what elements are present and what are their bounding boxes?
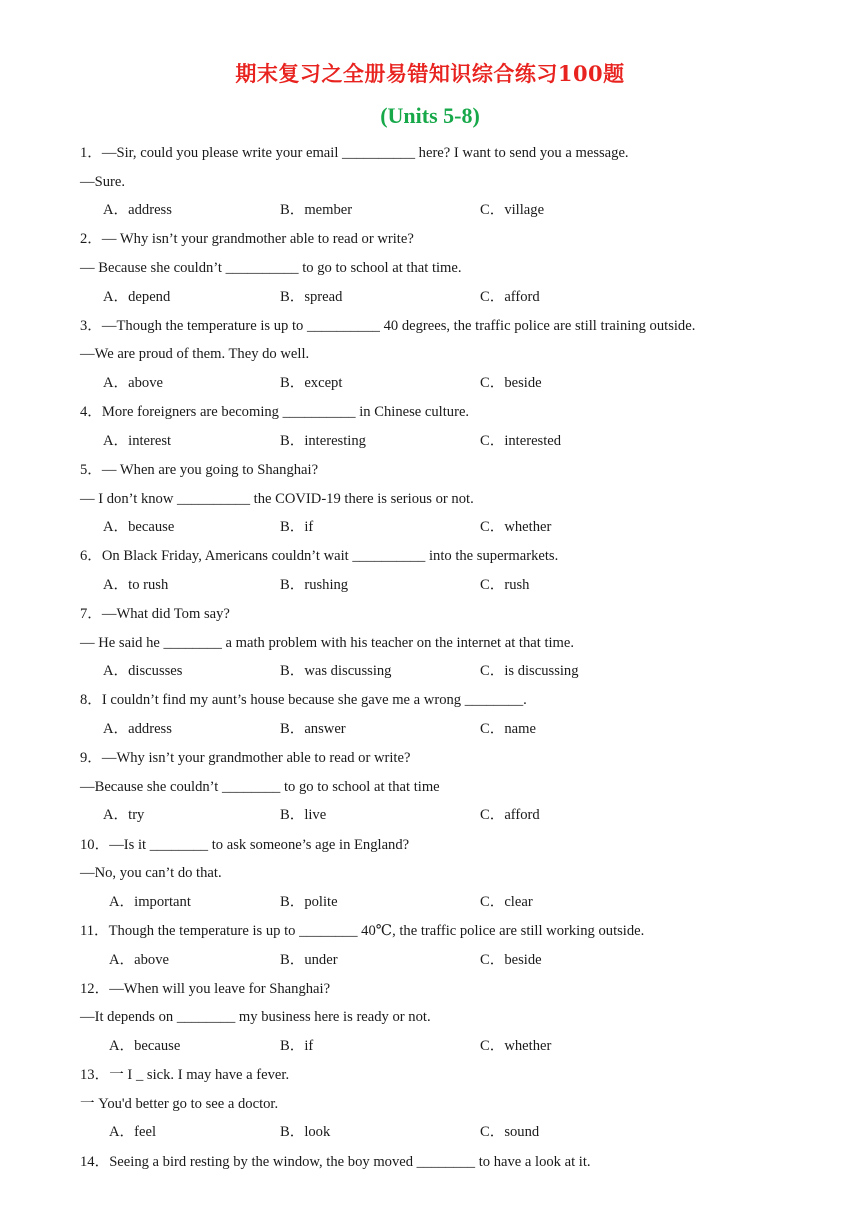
question-item: [80, 312, 800, 398]
option-a[interactable]: A．to rush: [103, 576, 169, 593]
option-b[interactable]: B．answer: [280, 721, 346, 738]
question-dialogue-line: —It depends on ________ my business here is ready or not.: [80, 1009, 431, 1026]
answer-options: [80, 427, 800, 456]
question-item: [80, 139, 800, 225]
question-item: [80, 600, 800, 686]
option-c[interactable]: C．beside: [480, 374, 542, 391]
option-a[interactable]: A．address: [103, 721, 172, 738]
question-stem: 3．—Though the temperature is up to __________ 40 degrees, the traffic police are still training outside.: [80, 317, 696, 334]
question-item: [80, 917, 800, 975]
option-c[interactable]: C．afford: [480, 807, 540, 824]
question-dialogue-line: — I don’t know __________ the COVID-19 there is serious or not.: [80, 490, 474, 507]
question-item: [80, 1061, 800, 1147]
option-c[interactable]: C．is discussing: [480, 663, 579, 680]
option-a[interactable]: A．important: [109, 893, 191, 910]
option-b[interactable]: B．interesting: [280, 432, 366, 449]
option-c[interactable]: C．sound: [480, 1124, 540, 1141]
option-c[interactable]: C．whether: [480, 519, 552, 536]
option-b[interactable]: B．if: [280, 519, 314, 536]
option-c[interactable]: C．beside: [480, 951, 542, 968]
question-item: [80, 831, 800, 917]
option-c[interactable]: C．village: [480, 202, 545, 219]
option-b[interactable]: B．spread: [280, 288, 343, 305]
option-b[interactable]: B．if: [280, 1037, 314, 1054]
option-a[interactable]: A．depend: [103, 288, 171, 305]
answer-options: [80, 1032, 800, 1061]
option-a[interactable]: A．because: [103, 519, 175, 536]
option-a[interactable]: A．because: [109, 1037, 181, 1054]
answer-options: [80, 888, 800, 917]
option-c[interactable]: C．rush: [480, 576, 530, 593]
question-stem: 11．Though the temperature is up to ________ 40℃, the traffic police are still working outside.: [80, 922, 645, 939]
option-a[interactable]: A．above: [103, 374, 163, 391]
option-b[interactable]: B．except: [280, 374, 343, 391]
question-dialogue-line: —We are proud of them. They do well.: [80, 346, 310, 363]
option-a[interactable]: A．discusses: [103, 663, 183, 680]
option-c[interactable]: C．name: [480, 721, 536, 738]
question-dialogue-line: —Because she couldn’t ________ to go to school at that time: [80, 778, 440, 795]
option-b[interactable]: B．rushing: [280, 576, 349, 593]
question-dialogue-line: —Sure.: [80, 173, 125, 190]
answer-options: [80, 1118, 800, 1147]
answer-options: [80, 715, 800, 744]
question-stem: 5．— When are you going to Shanghai?: [80, 461, 319, 478]
option-a[interactable]: A．try: [103, 807, 145, 824]
option-a[interactable]: A．address: [103, 202, 172, 219]
document-title: 期末复习之全册易错知识综合练习100题: [235, 61, 625, 86]
option-b[interactable]: B．polite: [280, 893, 338, 910]
option-a[interactable]: A．above: [109, 951, 169, 968]
question-dialogue-line: 一 You'd better go to see a doctor.: [80, 1095, 279, 1112]
question-dialogue-line: — Because she couldn’t __________ to go to school at that time.: [80, 259, 462, 276]
question-stem: 8．I couldn’t find my aunt’s house because she gave me a wrong ________.: [80, 692, 527, 709]
option-a[interactable]: A．interest: [103, 432, 172, 449]
question-list: [80, 139, 800, 1176]
question-stem: 1．—Sir, could you please write your email __________ here? I want to send you a message.: [80, 145, 629, 161]
answer-options: [80, 946, 800, 975]
option-c[interactable]: C．clear: [480, 893, 533, 910]
question-item: [80, 225, 800, 311]
question-stem: 6．On Black Friday, Americans couldn’t wait __________ into the supermarkets.: [80, 548, 559, 565]
option-b[interactable]: B．live: [280, 807, 327, 824]
option-b[interactable]: B．member: [280, 202, 353, 219]
document-subtitle: (Units 5-8): [380, 103, 480, 128]
question-stem: 10．—Is it ________ to ask someone’s age in England?: [80, 836, 410, 853]
question-stem: 13．一 I _ sick. I may have a fever.: [80, 1067, 290, 1084]
option-b[interactable]: B．look: [280, 1124, 331, 1141]
question-dialogue-line: — He said he ________ a math problem with his teacher on the internet at that time.: [80, 634, 575, 651]
answer-options: [80, 657, 800, 686]
question-stem: 2．— Why isn’t your grandmother able to read or write?: [80, 231, 414, 248]
question-item: [80, 975, 800, 1061]
question-stem: 12．—When will you leave for Shanghai?: [80, 980, 331, 997]
question-stem: 7．—What did Tom say?: [80, 606, 230, 623]
question-dialogue-line: —No, you can’t do that.: [80, 865, 222, 882]
option-b[interactable]: B．under: [280, 951, 338, 968]
question-stem: 14．Seeing a bird resting by the window, the boy moved ________ to have a look at it.: [80, 1153, 591, 1170]
question-stem: 9．—Why isn’t your grandmother able to read or write?: [80, 750, 411, 767]
option-c[interactable]: C．interested: [480, 432, 562, 449]
answer-options: [80, 369, 800, 398]
answer-options: [80, 196, 800, 225]
question-item: [80, 398, 800, 456]
question-item: [80, 744, 800, 830]
answer-options: [80, 283, 800, 312]
question-item: [80, 456, 800, 542]
answer-options: [80, 513, 800, 542]
answer-options: [80, 801, 800, 830]
question-stem: 4．More foreigners are becoming __________ in Chinese culture.: [80, 404, 470, 421]
option-c[interactable]: C．afford: [480, 288, 540, 305]
question-item: [80, 686, 800, 744]
option-c[interactable]: C．whether: [480, 1037, 552, 1054]
option-b[interactable]: B．was discussing: [280, 663, 392, 680]
question-item: [80, 542, 800, 600]
option-a[interactable]: A．feel: [109, 1124, 157, 1141]
question-item: [80, 1148, 800, 1177]
answer-options: [80, 571, 800, 600]
